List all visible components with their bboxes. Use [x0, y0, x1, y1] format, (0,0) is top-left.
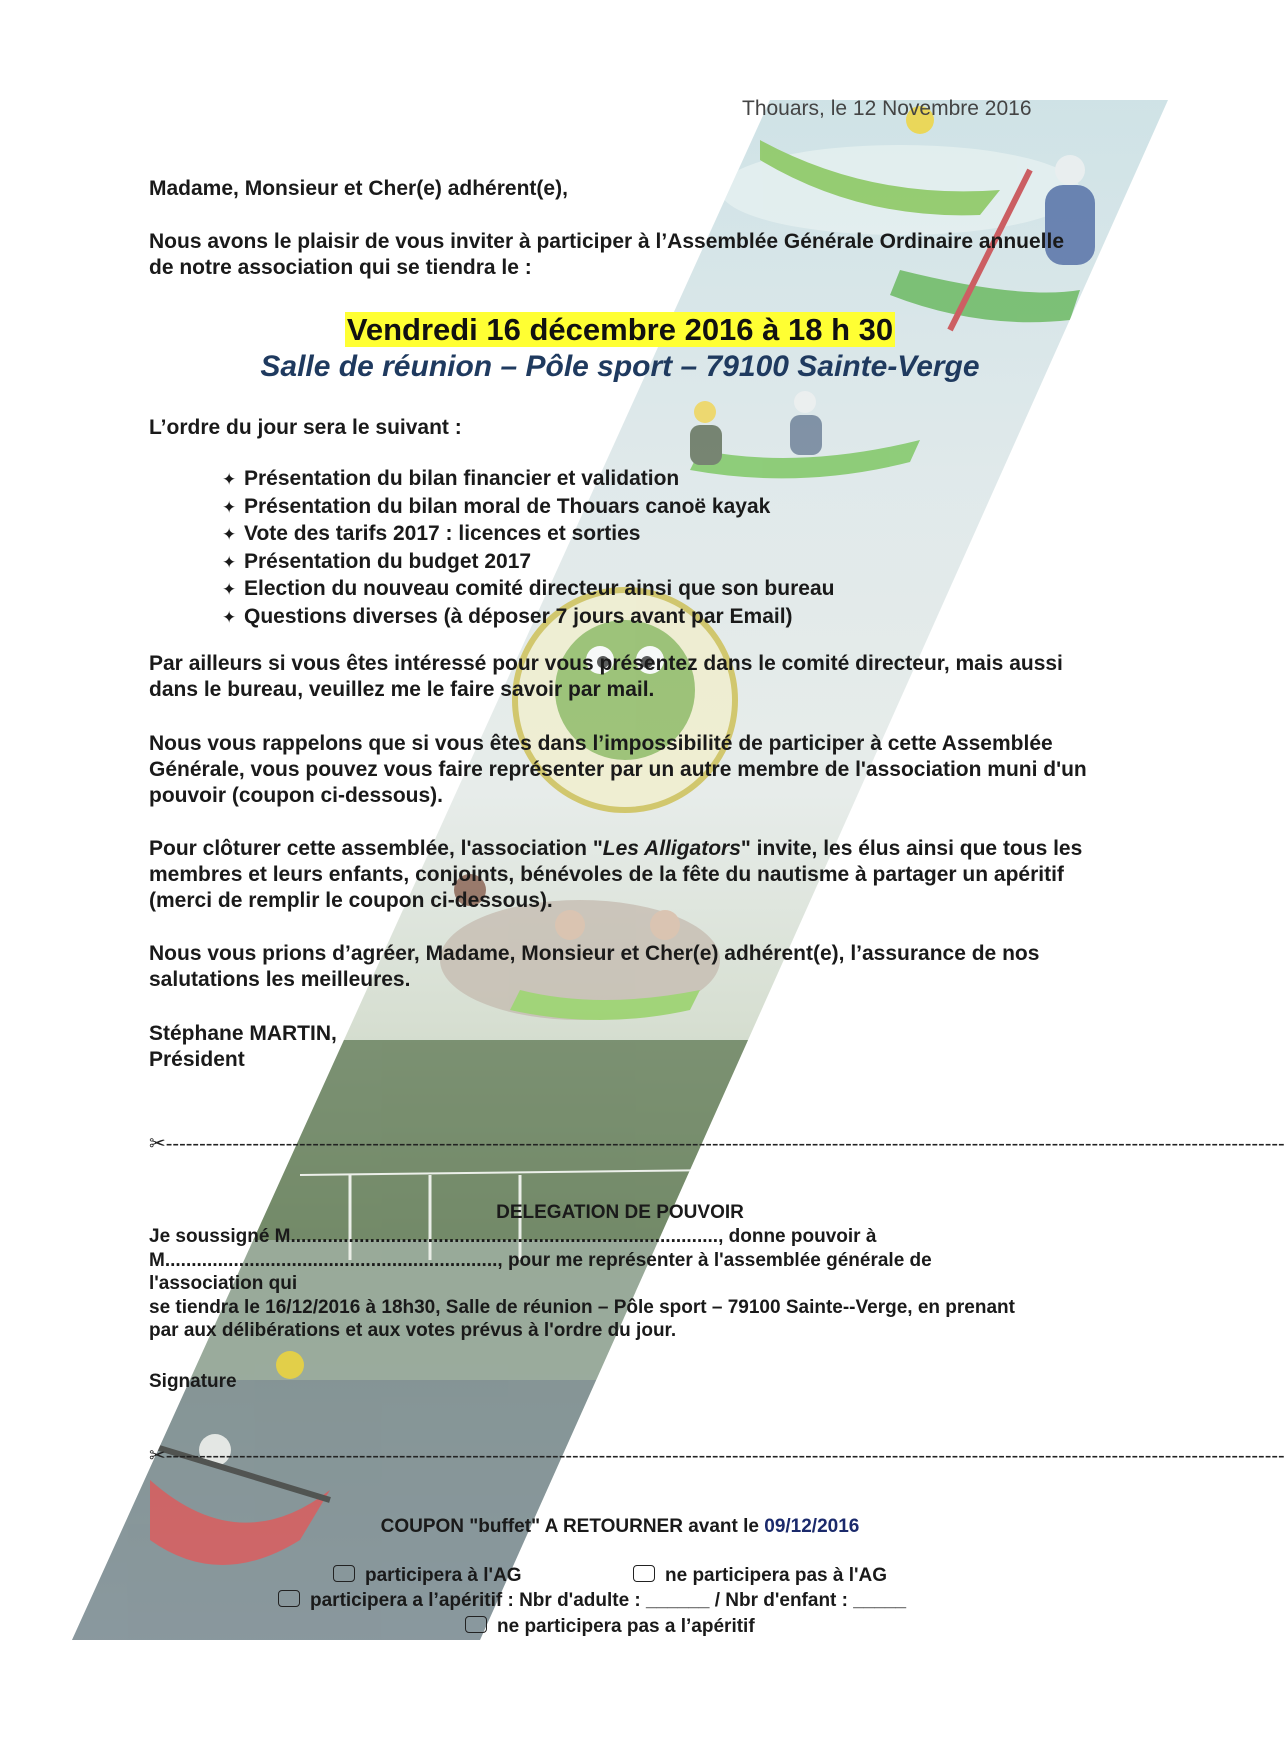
signatory-role: Président — [149, 1048, 245, 1071]
signatory — [149, 1021, 337, 1073]
club-name: Les Alligators — [602, 837, 741, 860]
agenda-item: ✦ Questions diverses (à déposer 7 jours avant par Email) — [222, 604, 834, 632]
bullet-star-icon: ✦ — [222, 607, 237, 627]
coupon-title: COUPON "buffet" A RETOURNER avant le 09/12/2016 — [380, 1516, 860, 1537]
option-not-attend-ag[interactable]: ne participera pas à l'AG — [633, 1565, 887, 1587]
greeting-text: Madame, Monsieur et Cher(e) adhérent(e), — [149, 177, 568, 200]
coupon-due-date: 09/12/2016 — [764, 1516, 860, 1537]
bullet-star-icon: ✦ — [222, 580, 237, 599]
aperitif-paragraph: Pour clôturer cette assemblée, l'association "Les Alligators" invite, les élus ainsi que tous les membres et leurs enfants, conjoints, bénévoles de la fête du nautisme à partager un apéritif (merci de remplir le coupon ci-dessous). — [149, 837, 1083, 912]
signature-label: Signature — [149, 1371, 237, 1392]
event-venue: Salle de réunion – Pôle sport – 79100 Sainte-Verge — [260, 350, 980, 383]
cut-line: ✂------------------------------------------------------------------------------------------------------------------------------------------------------------------------ — [149, 1445, 1285, 1467]
signatory-name: Stéphane MARTIN, — [149, 1022, 337, 1045]
bullet-star-icon: ✦ — [222, 497, 237, 517]
agenda-item: ✦ Présentation du bilan moral de Thouars canoë kayak — [222, 494, 834, 522]
agenda-list — [222, 466, 834, 631]
option-attend-aperitif[interactable]: participera a l’apéritif : Nbr d'adulte : ______ / Nbr d'enfant : _____ — [278, 1590, 906, 1612]
agenda-item: ✦ Présentation du budget 2017 — [222, 549, 834, 577]
greeting — [149, 176, 568, 202]
agenda-item: ✦ Vote des tarifs 2017 : licences et sorties — [222, 521, 834, 549]
checkbox-icon[interactable] — [465, 1616, 487, 1633]
letter-date: Thouars, le 12 Novembre 2016 — [742, 97, 1032, 120]
event-datetime-text: Vendredi 16 décembre 2016 à 18 h 30 — [346, 312, 894, 347]
agenda-title-text: L’ordre du jour sera le suivant : — [149, 416, 462, 439]
agenda-item: ✦ Election du nouveau comité directeur ainsi que son bureau — [222, 576, 834, 604]
closing-paragraph: Nous vous prions d’agréer, Madame, Monsieur et Cher(e) adhérent(e), l’assurance de nos salutations les meilleures. — [149, 942, 1040, 991]
delegation-line: se tiendra le 16/12/2016 à 18h30, Salle de réunion – Pôle sport – 79100 Sainte--Verge, en prenant par aux délibérations et aux votes prévus à l'ordre du jour. — [149, 1296, 1015, 1341]
cut-line: ✂------------------------------------------------------------------------------------------------------------------------------------------------------------------------ — [149, 1133, 1285, 1155]
intro-paragraph — [149, 229, 1069, 281]
delegation-line: M..............................................................., pour me représenter à l'assemblée générale de l'association qui — [149, 1249, 932, 1294]
delegation-text — [149, 1225, 1049, 1343]
scissors-icon: ✂ — [149, 1445, 166, 1467]
bullet-star-icon: ✦ — [222, 552, 237, 572]
delegation-title: DELEGATION DE POUVOIR — [496, 1202, 744, 1223]
checkbox-icon[interactable] — [333, 1565, 355, 1582]
checkbox-icon[interactable] — [278, 1590, 300, 1607]
bullet-star-icon: ✦ — [222, 525, 237, 544]
scissors-icon: ✂ — [149, 1133, 166, 1155]
bullet-star-icon: ✦ — [222, 470, 237, 489]
committee-paragraph: Par ailleurs si vous êtes intéressé pour vous présentez dans le comité directeur, mais aussi dans le bureau, veuillez me le faire savoir par mail. — [149, 652, 1063, 701]
option-attend-ag[interactable]: participera à l'AG — [333, 1565, 522, 1587]
option-not-attend-aperitif[interactable]: ne participera pas a l’apéritif — [465, 1616, 755, 1638]
event-datetime — [0, 312, 1240, 348]
checkbox-icon[interactable] — [633, 1565, 655, 1582]
delegation-line: Je soussigné M................................................................................., donne pouvoir à — [149, 1226, 877, 1247]
proxy-paragraph: Nous vous rappelons que si vous êtes dans l’impossibilité de participer à cette Assemblée Générale, vous pouvez vous faire représenter par un autre membre de l'association muni d'un pouvoir (coupon ci-dessous). — [149, 732, 1087, 807]
agenda-title — [149, 415, 462, 441]
agenda-item: ✦ Présentation du bilan financier et validation — [222, 466, 834, 494]
intro-text: Nous avons le plaisir de vous inviter à participer à l’Assemblée Générale Ordinaire annuelle de notre association qui se tiendra le : — [149, 230, 1065, 279]
